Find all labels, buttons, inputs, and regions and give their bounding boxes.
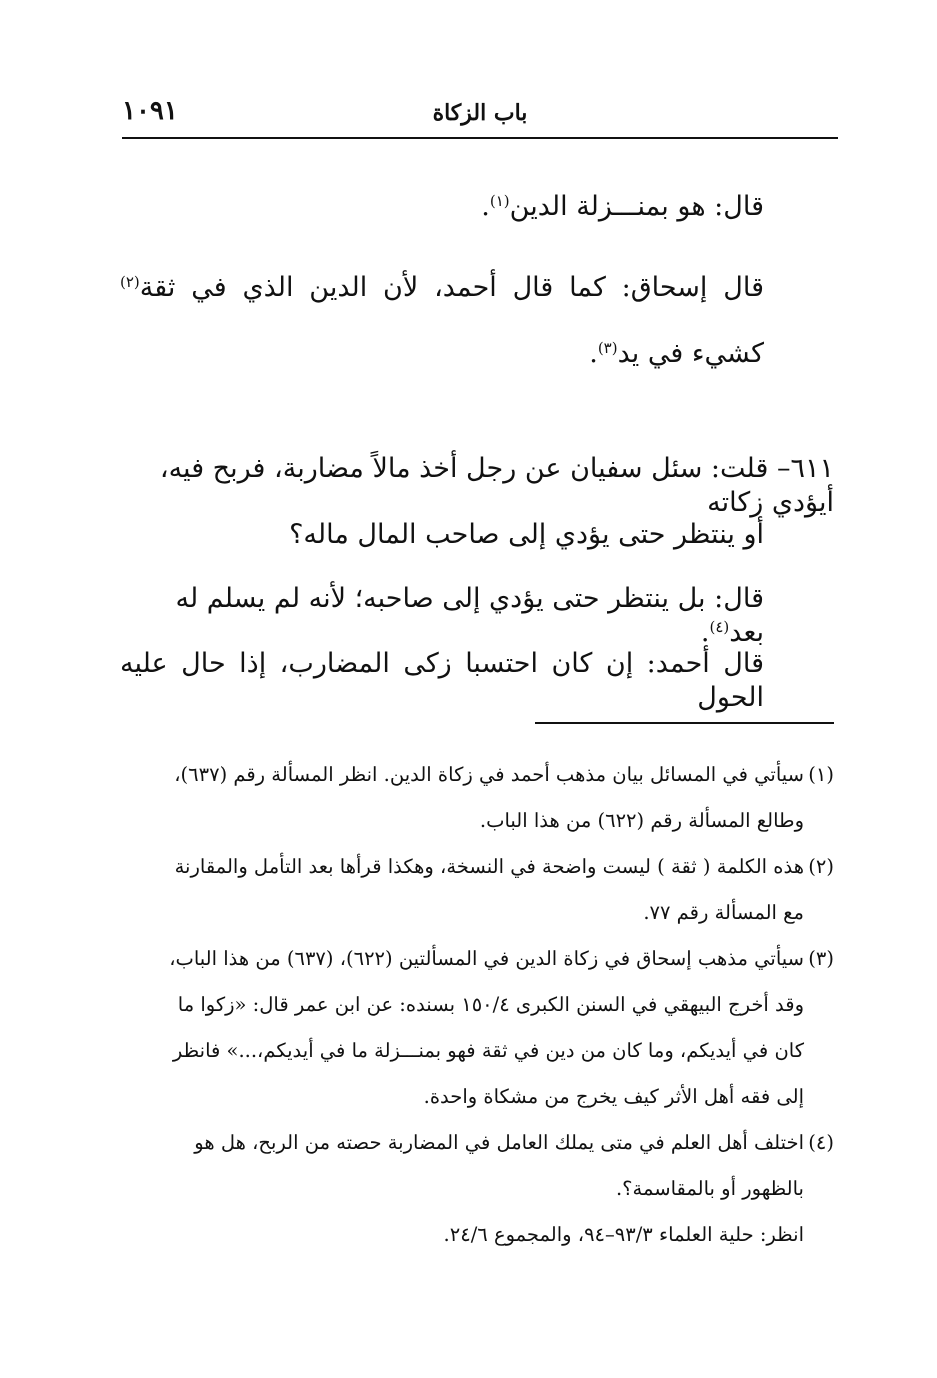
footnote-line: اختلف أهل العلم في متى يملك العامل في المضاربة حصته من الربح، هل هو [194, 1131, 804, 1154]
footnote-3 [120, 936, 834, 1120]
footnote-number: (٣) [808, 947, 834, 970]
footnotes [120, 752, 834, 1258]
footnote-ref-4[interactable]: (٤) [709, 618, 730, 636]
paragraph-2 [120, 255, 764, 387]
footnote-line: وقد أخرج البيهقي في السنن الكبرى ١٥٠/٤ بسنده: عن ابن عمر قال: «زكوا ما [177, 993, 804, 1016]
issue-611-answer [120, 582, 764, 650]
footnote-ref-2[interactable]: (٢) [120, 273, 140, 291]
paragraph-2-text: قال إسحاق: كما قال أحمد، لأن الدين الذي في ثقة [139, 272, 764, 303]
footnote-line: هذه الكلمة ( ثقة ) ليست واضحة في النسخة، وهكذا قرأها بعد التأمل والمقارنة [174, 855, 804, 878]
paragraph-1-end: . [481, 191, 490, 222]
ahmad-statement: قال أحمد: إن كان احتسبا زكى المضارب، إذا حال عليه الحول [120, 648, 764, 713]
paragraph-2-mid: كشيء في يد [617, 338, 764, 369]
footnote-line: سيأتي في المسائل بيان مذهب أحمد في زكاة الدين. انظر المسألة رقم (٦٣٧)، [174, 763, 804, 786]
page-number: ١٠٩١ [122, 96, 178, 126]
footnote-line: سيأتي مذهب إسحاق في زكاة الدين في المسألتين (٦٢٢)، (٦٣٧) من هذا الباب، [169, 947, 804, 970]
issue-611-question: ٦١١– قلت: سئل سفيان عن رجل أخذ مالاً مضاربة، فربح فيه، أيؤدي زكاته [159, 453, 834, 518]
page-header [122, 92, 838, 136]
footnote-4 [120, 1120, 834, 1258]
footnote-ref-1[interactable]: (١) [489, 192, 510, 210]
paragraph-2-end: . [589, 338, 598, 369]
answer-end: . [700, 617, 710, 648]
issue-611-question-cont: أو ينتظر حتى يؤدي إلى صاحب المال ماله؟ [289, 519, 764, 550]
footnote-line: مع المسألة رقم ٧٧. [643, 901, 804, 924]
footnote-line: بالظهور أو بالمقاسمة؟. [615, 1177, 804, 1200]
footnote-ref-3[interactable]: (٣) [597, 339, 618, 357]
footnote-number: (١) [808, 763, 834, 786]
footnote-1 [120, 752, 834, 844]
footnote-divider [535, 722, 834, 724]
footnote-number: (٢) [808, 855, 834, 878]
footnote-number: (٤) [808, 1131, 834, 1154]
paragraph-1-text: قال: هو بمنـــزلة الدين [509, 191, 764, 222]
footnote-2 [120, 844, 834, 936]
footnote-line: إلى فقه أهل الأثر كيف يخرج من مشكاة واحدة. [423, 1085, 804, 1108]
footnote-line: انظر: حلية العلماء ٩٣/٣–٩٤، والمجموع ٢٤/٦. [443, 1223, 804, 1246]
paragraph-1 [120, 190, 764, 224]
footnote-line: كان في أيديكم، وما كان من دين في ثقة فهو بمنـــزلة ما في أيديكم،...» فانظر [172, 1039, 804, 1062]
chapter-title: باب الزكاة [432, 100, 528, 126]
footnote-line: وطالع المسألة رقم (٦٢٢) من هذا الباب. [479, 809, 804, 832]
answer-text: قال: بل ينتظر حتى يؤدي إلى صاحبه؛ لأنه لم يسلم له بعد [175, 583, 764, 648]
header-divider [122, 137, 838, 139]
